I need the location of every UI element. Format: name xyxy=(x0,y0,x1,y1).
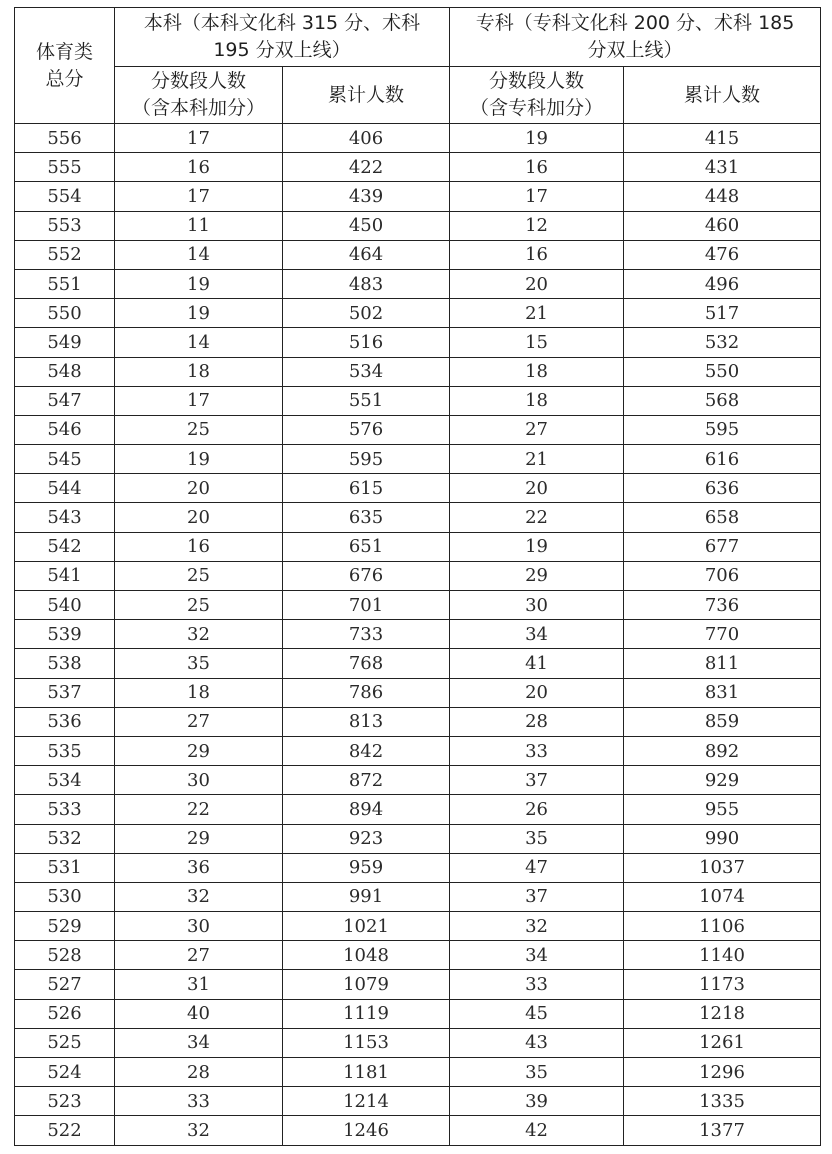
zhuanke-cumulative-cell: 1335 xyxy=(624,1087,821,1116)
zhuanke-cumulative-cell: 1106 xyxy=(624,912,821,941)
total-score-cell: 542 xyxy=(15,532,115,561)
zhuanke-cumulative-cell: 1296 xyxy=(624,1058,821,1087)
total-score-header xyxy=(15,8,115,124)
table-body xyxy=(15,124,821,1146)
benke-cumulative-cell: 483 xyxy=(283,269,450,298)
total-score-header-line-1: 体育类 xyxy=(35,40,93,63)
benke-segment-cell: 35 xyxy=(115,649,283,678)
total-score-cell: 551 xyxy=(15,269,115,298)
zhuanke-segment-cell: 35 xyxy=(450,1058,624,1087)
total-score-cell: 554 xyxy=(15,182,115,211)
table-row xyxy=(15,328,821,357)
zhuanke-segment-cell: 26 xyxy=(450,795,624,824)
benke-cumulative-cell: 1153 xyxy=(283,1028,450,1057)
table-row xyxy=(15,182,821,211)
benke-cumulative-cell: 534 xyxy=(283,357,450,386)
benke-cumulative-cell: 406 xyxy=(283,124,450,153)
zhuanke-cumulative-cell: 1173 xyxy=(624,970,821,999)
table-row xyxy=(15,999,821,1028)
total-score-cell: 533 xyxy=(15,795,115,824)
benke-segment-cell: 14 xyxy=(115,328,283,357)
table-row xyxy=(15,1116,821,1145)
zhuanke-group-line-1: 专科（专科文化科 200 分、术科 185 xyxy=(475,12,795,34)
benke-cumulative-cell: 439 xyxy=(283,182,450,211)
benke-cumulative-cell: 464 xyxy=(283,240,450,269)
benke-segment-cell: 18 xyxy=(115,678,283,707)
zhuanke-segment-cell: 28 xyxy=(450,707,624,736)
table-row xyxy=(15,269,821,298)
table-row xyxy=(15,1058,821,1087)
total-score-cell: 548 xyxy=(15,357,115,386)
benke-segment-cell: 28 xyxy=(115,1058,283,1087)
table-row xyxy=(15,299,821,328)
benke-cumulative-cell: 894 xyxy=(283,795,450,824)
benke-group-line-1: 本科（本科文化科 315 分、术科 xyxy=(143,12,421,34)
benke-group-line-2: 195 分双上线） xyxy=(213,39,351,61)
zhuanke-segment-cell: 19 xyxy=(450,124,624,153)
total-score-cell: 536 xyxy=(15,707,115,736)
zhuanke-segment-cell: 21 xyxy=(450,299,624,328)
benke-segment-line-2: （含本科加分） xyxy=(131,97,265,119)
table-row xyxy=(15,591,821,620)
table-row xyxy=(15,620,821,649)
benke-segment-cell: 33 xyxy=(115,1087,283,1116)
zhuanke-segment-cell: 20 xyxy=(450,269,624,298)
score-table xyxy=(14,7,821,1146)
zhuanke-cumulative-cell: 706 xyxy=(624,561,821,590)
total-score-cell: 543 xyxy=(15,503,115,532)
benke-segment-cell: 17 xyxy=(115,182,283,211)
table-row xyxy=(15,211,821,240)
benke-segment-cell: 17 xyxy=(115,124,283,153)
benke-segment-cell: 19 xyxy=(115,299,283,328)
benke-segment-cell: 29 xyxy=(115,824,283,853)
benke-segment-cell: 27 xyxy=(115,707,283,736)
total-score-header-line-2: 总分 xyxy=(45,67,84,90)
benke-cumulative-cell: 991 xyxy=(283,882,450,911)
table-row xyxy=(15,240,821,269)
table-row xyxy=(15,649,821,678)
zhuanke-group-line-2: 分双上线） xyxy=(587,39,683,61)
zhuanke-segment-cell: 41 xyxy=(450,649,624,678)
table-row xyxy=(15,736,821,765)
zhuanke-cumulative-cell: 677 xyxy=(624,532,821,561)
benke-segment-cell: 32 xyxy=(115,1116,283,1145)
zhuanke-cumulative-cell: 460 xyxy=(624,211,821,240)
benke-cumulative-cell: 635 xyxy=(283,503,450,532)
benke-cumulative-cell: 576 xyxy=(283,415,450,444)
benke-segment-cell: 31 xyxy=(115,970,283,999)
header-row-1 xyxy=(15,8,821,67)
zhuanke-cumulative-cell: 1377 xyxy=(624,1116,821,1145)
table-row xyxy=(15,941,821,970)
zhuanke-cumulative-cell: 431 xyxy=(624,153,821,182)
zhuanke-segment-cell: 33 xyxy=(450,970,624,999)
total-score-cell: 541 xyxy=(15,561,115,590)
benke-segment-cell: 25 xyxy=(115,415,283,444)
zhuanke-cumulative-cell: 636 xyxy=(624,474,821,503)
zhuanke-segment-cell: 47 xyxy=(450,853,624,882)
total-score-cell: 556 xyxy=(15,124,115,153)
table-row xyxy=(15,386,821,415)
total-score-cell: 522 xyxy=(15,1116,115,1145)
benke-segment-cell: 20 xyxy=(115,474,283,503)
table-row xyxy=(15,532,821,561)
zhuanke-cumulative-cell: 595 xyxy=(624,415,821,444)
total-score-cell: 535 xyxy=(15,736,115,765)
table-row xyxy=(15,882,821,911)
zhuanke-segment-line-1: 分数段人数 xyxy=(489,70,585,92)
total-score-cell: 528 xyxy=(15,941,115,970)
benke-cumulative-cell: 551 xyxy=(283,386,450,415)
benke-segment-header xyxy=(115,67,283,124)
benke-cumulative-header: 累计人数 xyxy=(283,67,450,124)
benke-segment-cell: 17 xyxy=(115,386,283,415)
zhuanke-cumulative-cell: 770 xyxy=(624,620,821,649)
benke-cumulative-cell: 1119 xyxy=(283,999,450,1028)
total-score-cell: 524 xyxy=(15,1058,115,1087)
total-score-cell: 523 xyxy=(15,1087,115,1116)
table-header xyxy=(15,8,821,124)
benke-cumulative-cell: 676 xyxy=(283,561,450,590)
zhuanke-cumulative-cell: 532 xyxy=(624,328,821,357)
zhuanke-cumulative-cell: 448 xyxy=(624,182,821,211)
score-distribution-sheet xyxy=(14,7,820,1146)
zhuanke-cumulative-cell: 955 xyxy=(624,795,821,824)
zhuanke-cumulative-cell: 568 xyxy=(624,386,821,415)
table-row xyxy=(15,824,821,853)
benke-segment-cell: 16 xyxy=(115,153,283,182)
zhuanke-segment-cell: 42 xyxy=(450,1116,624,1145)
benke-segment-cell: 25 xyxy=(115,561,283,590)
benke-cumulative-cell: 651 xyxy=(283,532,450,561)
table-row xyxy=(15,153,821,182)
zhuanke-segment-cell: 12 xyxy=(450,211,624,240)
zhuanke-segment-cell: 19 xyxy=(450,532,624,561)
benke-cumulative-cell: 1214 xyxy=(283,1087,450,1116)
zhuanke-cumulative-cell: 476 xyxy=(624,240,821,269)
zhuanke-cumulative-cell: 658 xyxy=(624,503,821,532)
total-score-cell: 553 xyxy=(15,211,115,240)
benke-cumulative-cell: 842 xyxy=(283,736,450,765)
benke-cumulative-cell: 768 xyxy=(283,649,450,678)
table-row xyxy=(15,795,821,824)
zhuanke-group-header xyxy=(450,8,821,67)
benke-segment-cell: 19 xyxy=(115,445,283,474)
zhuanke-segment-cell: 37 xyxy=(450,766,624,795)
total-score-cell: 525 xyxy=(15,1028,115,1057)
zhuanke-segment-line-2: （含专科加分） xyxy=(470,97,604,119)
table-row xyxy=(15,415,821,444)
zhuanke-cumulative-header: 累计人数 xyxy=(624,67,821,124)
total-score-cell: 537 xyxy=(15,678,115,707)
zhuanke-segment-cell: 32 xyxy=(450,912,624,941)
benke-cumulative-cell: 1181 xyxy=(283,1058,450,1087)
total-score-cell: 531 xyxy=(15,853,115,882)
total-score-cell: 545 xyxy=(15,445,115,474)
benke-segment-cell: 32 xyxy=(115,620,283,649)
benke-group-header xyxy=(115,8,450,67)
zhuanke-cumulative-cell: 550 xyxy=(624,357,821,386)
benke-cumulative-cell: 786 xyxy=(283,678,450,707)
total-score-cell: 550 xyxy=(15,299,115,328)
zhuanke-segment-cell: 39 xyxy=(450,1087,624,1116)
table-row xyxy=(15,766,821,795)
zhuanke-cumulative-cell: 811 xyxy=(624,649,821,678)
total-score-cell: 538 xyxy=(15,649,115,678)
total-score-cell: 546 xyxy=(15,415,115,444)
zhuanke-segment-cell: 16 xyxy=(450,240,624,269)
zhuanke-segment-cell: 43 xyxy=(450,1028,624,1057)
benke-segment-cell: 29 xyxy=(115,736,283,765)
benke-cumulative-cell: 615 xyxy=(283,474,450,503)
benke-segment-cell: 20 xyxy=(115,503,283,532)
benke-segment-cell: 18 xyxy=(115,357,283,386)
zhuanke-segment-cell: 27 xyxy=(450,415,624,444)
table-row xyxy=(15,474,821,503)
benke-cumulative-cell: 959 xyxy=(283,853,450,882)
benke-segment-cell: 30 xyxy=(115,766,283,795)
benke-cumulative-cell: 1246 xyxy=(283,1116,450,1145)
table-row xyxy=(15,970,821,999)
zhuanke-segment-cell: 21 xyxy=(450,445,624,474)
benke-cumulative-cell: 502 xyxy=(283,299,450,328)
benke-segment-cell: 30 xyxy=(115,912,283,941)
benke-segment-cell: 34 xyxy=(115,1028,283,1057)
table-row xyxy=(15,1087,821,1116)
table-row xyxy=(15,853,821,882)
zhuanke-segment-cell: 35 xyxy=(450,824,624,853)
benke-cumulative-cell: 701 xyxy=(283,591,450,620)
benke-cumulative-cell: 1079 xyxy=(283,970,450,999)
total-score-cell: 527 xyxy=(15,970,115,999)
zhuanke-segment-cell: 20 xyxy=(450,678,624,707)
zhuanke-cumulative-cell: 415 xyxy=(624,124,821,153)
zhuanke-segment-cell: 37 xyxy=(450,882,624,911)
benke-cumulative-cell: 595 xyxy=(283,445,450,474)
zhuanke-segment-cell: 16 xyxy=(450,153,624,182)
zhuanke-cumulative-cell: 831 xyxy=(624,678,821,707)
benke-segment-cell: 27 xyxy=(115,941,283,970)
total-score-cell: 532 xyxy=(15,824,115,853)
benke-cumulative-cell: 813 xyxy=(283,707,450,736)
zhuanke-cumulative-cell: 736 xyxy=(624,591,821,620)
benke-cumulative-cell: 872 xyxy=(283,766,450,795)
zhuanke-segment-cell: 17 xyxy=(450,182,624,211)
zhuanke-cumulative-cell: 616 xyxy=(624,445,821,474)
table-row xyxy=(15,912,821,941)
zhuanke-cumulative-cell: 1140 xyxy=(624,941,821,970)
zhuanke-cumulative-cell: 1037 xyxy=(624,853,821,882)
benke-cumulative-cell: 1021 xyxy=(283,912,450,941)
zhuanke-cumulative-cell: 517 xyxy=(624,299,821,328)
total-score-cell: 547 xyxy=(15,386,115,415)
zhuanke-cumulative-cell: 892 xyxy=(624,736,821,765)
zhuanke-cumulative-cell: 1074 xyxy=(624,882,821,911)
zhuanke-segment-cell: 34 xyxy=(450,620,624,649)
benke-segment-line-1: 分数段人数 xyxy=(150,70,246,92)
zhuanke-cumulative-cell: 990 xyxy=(624,824,821,853)
table-row xyxy=(15,1028,821,1057)
zhuanke-cumulative-cell: 929 xyxy=(624,766,821,795)
total-score-cell: 555 xyxy=(15,153,115,182)
table-row xyxy=(15,445,821,474)
benke-segment-cell: 40 xyxy=(115,999,283,1028)
benke-segment-cell: 25 xyxy=(115,591,283,620)
zhuanke-segment-cell: 30 xyxy=(450,591,624,620)
total-score-cell: 530 xyxy=(15,882,115,911)
zhuanke-cumulative-cell: 496 xyxy=(624,269,821,298)
zhuanke-segment-cell: 22 xyxy=(450,503,624,532)
total-score-cell: 552 xyxy=(15,240,115,269)
zhuanke-segment-cell: 33 xyxy=(450,736,624,765)
table-row xyxy=(15,503,821,532)
header-row-2 xyxy=(15,67,821,124)
zhuanke-cumulative-cell: 1218 xyxy=(624,999,821,1028)
zhuanke-cumulative-cell: 1261 xyxy=(624,1028,821,1057)
zhuanke-segment-cell: 20 xyxy=(450,474,624,503)
table-row xyxy=(15,357,821,386)
total-score-cell: 540 xyxy=(15,591,115,620)
benke-cumulative-cell: 516 xyxy=(283,328,450,357)
benke-cumulative-cell: 923 xyxy=(283,824,450,853)
benke-segment-cell: 32 xyxy=(115,882,283,911)
total-score-cell: 549 xyxy=(15,328,115,357)
benke-cumulative-cell: 422 xyxy=(283,153,450,182)
benke-segment-cell: 22 xyxy=(115,795,283,824)
benke-segment-cell: 16 xyxy=(115,532,283,561)
benke-segment-cell: 11 xyxy=(115,211,283,240)
table-row xyxy=(15,707,821,736)
table-row xyxy=(15,561,821,590)
benke-cumulative-cell: 1048 xyxy=(283,941,450,970)
total-score-cell: 544 xyxy=(15,474,115,503)
benke-segment-cell: 19 xyxy=(115,269,283,298)
table-row xyxy=(15,678,821,707)
table-row xyxy=(15,124,821,153)
zhuanke-segment-cell: 18 xyxy=(450,357,624,386)
zhuanke-segment-cell: 18 xyxy=(450,386,624,415)
zhuanke-segment-cell: 45 xyxy=(450,999,624,1028)
zhuanke-cumulative-cell: 859 xyxy=(624,707,821,736)
zhuanke-segment-cell: 29 xyxy=(450,561,624,590)
zhuanke-segment-cell: 34 xyxy=(450,941,624,970)
benke-cumulative-cell: 450 xyxy=(283,211,450,240)
benke-cumulative-cell: 733 xyxy=(283,620,450,649)
total-score-cell: 526 xyxy=(15,999,115,1028)
total-score-cell: 529 xyxy=(15,912,115,941)
zhuanke-segment-header xyxy=(450,67,624,124)
total-score-cell: 534 xyxy=(15,766,115,795)
total-score-cell: 539 xyxy=(15,620,115,649)
zhuanke-segment-cell: 15 xyxy=(450,328,624,357)
benke-segment-cell: 36 xyxy=(115,853,283,882)
benke-segment-cell: 14 xyxy=(115,240,283,269)
